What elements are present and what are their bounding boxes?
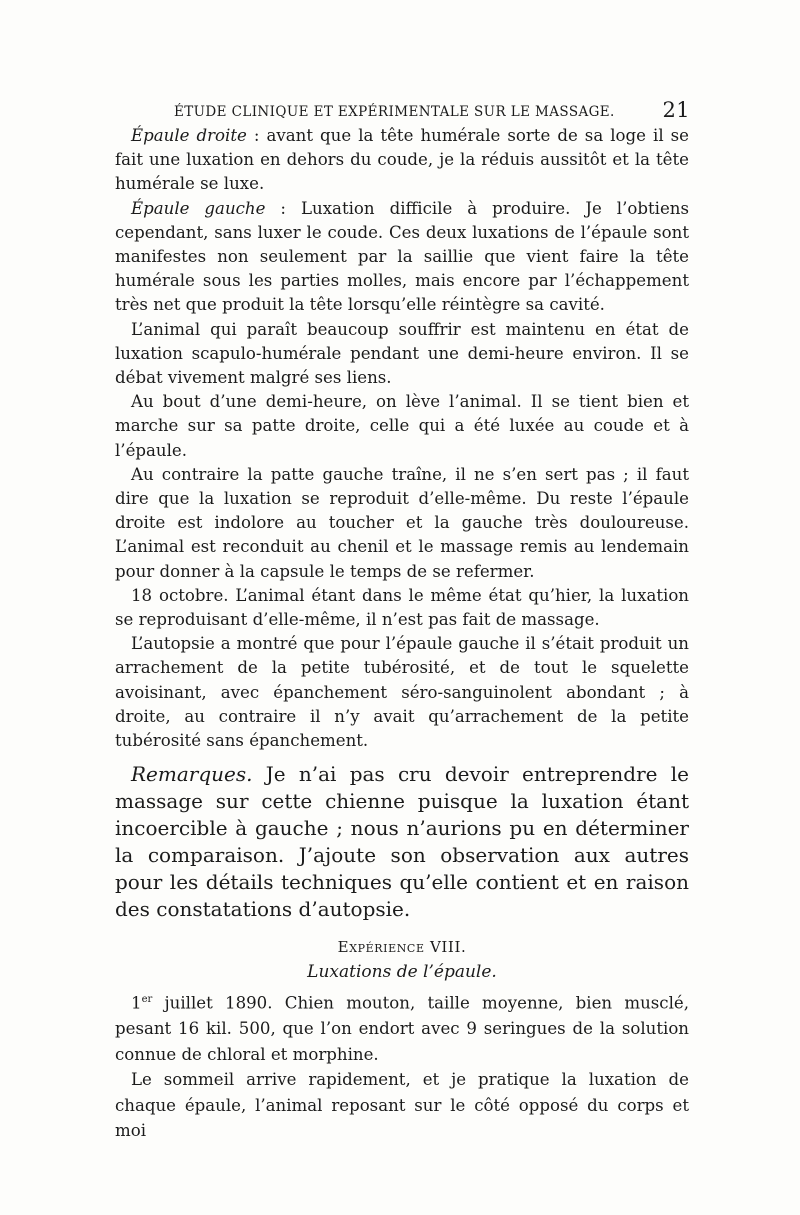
paragraph: Au contraire la patte gauche traîne, il ne s’en sert pas ; il faut dire que la luxation se reproduit d’elle-même. Du reste l’épaule droite est indolore au toucher et la gauche très douloureuse. L’animal est reconduit au chenil et le massage remis au lendemain pour donner à la capsule le temps de se refermer. [115,464,689,581]
paragraph-lead: Épaule droite [131,126,247,145]
experience-subtitle: Luxations de l’épaule. [307,962,497,983]
date-day: 1 [131,993,142,1013]
experience-title-word: Expérience [337,938,425,957]
paragraph-text: juillet 1890. Chien mouton, taille moyenne, bien musclé, pesant 16 kil. 500, que l’on endort avec 9 seringues de la solution connue de chloral et morphine. [115,993,689,1064]
paragraph: L’autopsie a montré que pour l’épaule gauche il s’était produit un arrachement de la petite tubérosité, et de tout le squelette avoisinant, avec épanchement séro-sanguinolent abondant ; à droite, au contraire il n’y avait qu’arrachement de la petite tubérosité sans épanchement. [115,634,689,751]
paragraph: 18 octobre. L’animal étant dans le même état qu’hier, la luxation se reproduisant d’elle-même, il n’est pas fait de massage. [115,585,689,630]
paragraph-lead: Épaule gauche [131,198,266,218]
experience-title [115,935,689,959]
remarks-paragraph [115,761,689,923]
experience-title-number: VIII. [429,938,467,957]
paragraph-text: : Luxation difficile à produire. Je l’obtiens cependant, sans luxer le coude. Ces deux luxations de l’épaule sont manifestes non seulement par la saillie que vient faire la tête humérale sous les parties molles, mais encore par l’échappement très net que produit la tête lorsqu’elle réintègre sa cavité. [115,198,689,315]
remarks-lead: Remarques. [131,762,253,787]
paragraph-text: : avant que la tête humérale sorte de sa loge il se fait une luxation en dehors du coude, je la réduis aussitôt et la tête humérale se luxe. [115,126,690,194]
experience-text [115,987,689,1144]
date-superscript: er [141,994,153,1006]
paragraph-epaule-gauche [115,197,689,318]
page-number: 21 [662,98,690,122]
paragraph-epaule-droite [115,124,689,197]
remarks-text: Je n’ai pas cru devoir entreprendre le massage sur cette chienne puisque la luxation étant incoercible à gauche ; nous n’aurions pu en déterminer la comparaison. J’ajoute son observation aux autres pour les détails techniques qu’elle contient et en raison des constatations d’autopsie. [115,762,689,922]
paragraph: Au bout d’une demi-heure, on lève l’animal. Il se tient bien et marche sur sa patte droite, celle qui a été luxée au coude et à l’épaule. [115,392,689,460]
paragraph: L’animal qui paraît beaucoup souffrir est maintenu en état de luxation scapulo-humérale pendant une demi-heure environ. Il se débat vivement malgré ses liens. [115,319,689,388]
paragraph: Le sommeil arrive rapidement, et je pratique la luxation de chaque épaule, l’animal reposant sur le côté opposé du corps et moi [115,1070,689,1141]
paragraph-date [115,987,689,1067]
body-text [115,124,689,1144]
remarks-section [115,761,689,923]
observation-text [115,124,689,753]
running-title: ÉTUDE CLINIQUE ET EXPÉRIMENTALE SUR LE MASSAGE. [174,104,615,120]
